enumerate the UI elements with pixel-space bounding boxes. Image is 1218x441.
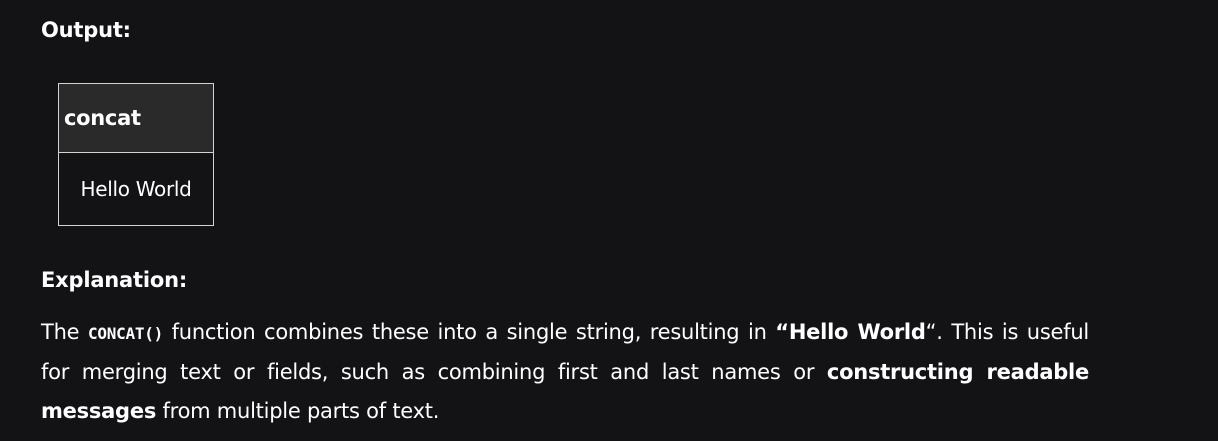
concat-function-code: CONCAT() (87, 324, 163, 343)
bold-phrase: constructing readable messages (41, 360, 1089, 423)
result-table (58, 83, 214, 226)
quote-open: “ (775, 320, 789, 344)
explanation-text-3: . This is useful for merging text or fields, such as combining first and last names or (41, 320, 1089, 384)
output-heading: Output: (41, 18, 131, 42)
table-header-row (59, 84, 214, 153)
explanation-text-1: The (41, 320, 88, 344)
explanation-paragraph (41, 313, 1089, 431)
result-cell: Hello World (59, 153, 214, 226)
result-highlight: Hello World (788, 320, 926, 344)
explanation-heading: Explanation: (41, 268, 188, 292)
quote-close: “ (925, 320, 937, 344)
column-header-concat: concat (59, 84, 214, 153)
explanation-text-4: from multiple parts of text. (156, 399, 440, 423)
explanation-text-2: function combines these into a single string, resulting in (163, 320, 776, 344)
table-row (59, 153, 214, 226)
